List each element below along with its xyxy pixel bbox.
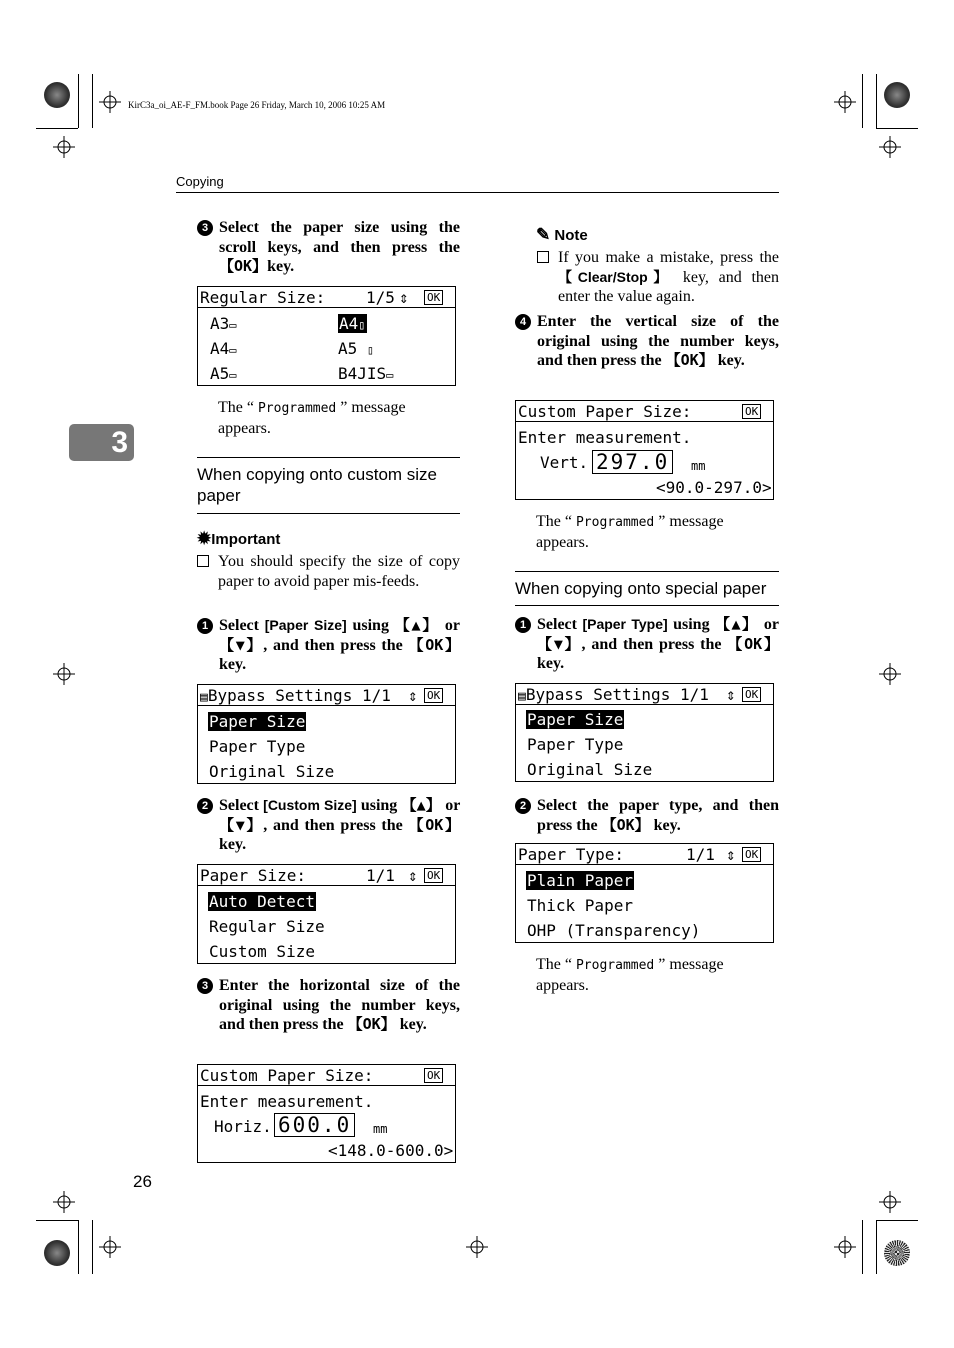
menu-item-auto-detect: Auto Detect — [209, 892, 315, 911]
registration-mark-icon — [466, 1236, 488, 1258]
scroll-arrows-icon: ⇕ — [408, 686, 418, 705]
menu-item-regular-size: Regular Size — [209, 917, 325, 936]
lcd-title: Custom Paper Size: — [518, 402, 692, 421]
menu-item-paper-size: Paper Size — [209, 712, 306, 731]
menu-item-thick-paper: Thick Paper — [527, 896, 633, 915]
lcd-unit: mm — [373, 1122, 388, 1136]
registration-mark-icon — [879, 136, 901, 158]
programmed-message: The “ Programmed ” message appears. — [218, 399, 406, 437]
registration-mark-icon — [834, 1236, 856, 1258]
subhead-rule-bottom — [197, 513, 460, 514]
header-rule — [176, 192, 779, 193]
note-text: If you make a mistake, press the 【Clear/Stop】 key, and then enter the value again. — [537, 248, 779, 307]
subhead-rule-top — [197, 457, 460, 458]
lcd-title: Custom Paper Size: — [200, 1066, 374, 1085]
lcd-bypass-settings — [197, 684, 456, 784]
lcd-value-field: 297.0 — [592, 450, 673, 474]
subhead-special-paper: When copying onto special paper — [515, 579, 767, 598]
menu-item-ohp: OHP (Transparency) — [527, 921, 701, 940]
subhead-custom-size: When copying onto custom size paper — [197, 465, 438, 505]
color-disc-icon — [884, 1240, 910, 1266]
size-a5-portrait: A5 ▯ — [338, 339, 375, 358]
menu-icon: ▤ — [518, 689, 526, 704]
menu-item-paper-type: Paper Type — [209, 737, 306, 756]
section-label: Copying — [176, 174, 224, 189]
lcd-instruction: Enter measurement. — [200, 1092, 374, 1111]
lcd-custom-vert — [515, 400, 774, 500]
menu-item-paper-type: Paper Type — [527, 735, 624, 754]
registration-mark-icon — [879, 663, 901, 685]
size-a5: A5▭ — [210, 364, 237, 383]
pencil-icon: ✎ — [536, 225, 551, 244]
scroll-arrows-icon: ⇕ — [726, 685, 736, 704]
lcd-instruction: Enter measurement. — [518, 428, 692, 447]
programmed-message: The “ Programmed ” message appears. — [536, 956, 724, 994]
registration-mark-icon — [99, 1236, 121, 1258]
lcd-page: 1/5 — [366, 288, 395, 307]
color-disc-icon — [884, 82, 910, 108]
registration-mark-icon — [53, 1191, 75, 1213]
size-a4-portrait: A4▯ — [339, 314, 366, 333]
size-a4: A4▭ — [210, 339, 237, 358]
lcd-value-field: 600.0 — [274, 1113, 355, 1137]
lcd-paper-type — [515, 843, 774, 943]
size-b4jis: B4JIS▭ — [338, 364, 394, 383]
lcd-title: ▤Bypass Settings 1/1 — [200, 686, 391, 705]
step-enter-horizontal: 3 Enter the horizontal size of the original using the number keys, and then press the 【OK】 key. — [197, 976, 460, 1035]
lcd-unit: mm — [691, 459, 706, 473]
scroll-arrows-icon: ⇕ — [399, 288, 409, 307]
subhead-rule-bottom — [515, 605, 779, 606]
lcd-range: <148.0-600.0> — [328, 1141, 454, 1160]
step-select-paper-type-menu: 1 Select [Paper Type] using 【▲】 or 【▼】, and then press the 【OK】 key. — [515, 615, 779, 674]
registration-mark-icon — [53, 136, 75, 158]
menu-item-original-size: Original Size — [209, 762, 335, 781]
lcd-custom-horiz — [197, 1064, 456, 1163]
ok-key-icon: OK — [424, 290, 443, 305]
step-select-paper-type: 2 Select the paper type, and then press the 【OK】 key. — [515, 796, 779, 835]
lcd-title: Paper Size: — [200, 866, 306, 885]
ok-key-icon: OK — [742, 687, 761, 702]
step-enter-vertical: 4 Enter the vertical size of the original using the number keys, and then press the 【OK】 key. — [515, 312, 779, 371]
ok-key-icon: OK — [424, 688, 443, 703]
lcd-bypass-settings — [515, 683, 774, 782]
lcd-title: Regular Size: — [200, 288, 326, 307]
menu-item-paper-size: Paper Size — [527, 710, 624, 729]
important-gear-icon: ✹ — [197, 529, 212, 548]
registration-mark-icon — [879, 1191, 901, 1213]
scroll-arrows-icon: ⇕ — [408, 866, 418, 885]
subhead-rule-top — [515, 571, 779, 572]
step-select-paper-size-menu: 1 Select [Paper Size] using 【▲】 or 【▼】, and then press the 【OK】 key. — [197, 616, 460, 675]
scroll-arrows-icon: ⇕ — [726, 845, 736, 864]
step-select-custom-size: 2 Select [Custom Size] using 【▲】 or 【▼】, and then press the 【OK】 key. — [197, 796, 460, 855]
important-text: You should specify the size of copy paper to avoid paper mis-feeds. — [197, 552, 460, 591]
lcd-title: ▤Bypass Settings 1/1 — [518, 685, 709, 704]
lcd-regular-size — [197, 286, 456, 386]
checkbox-bullet-icon — [197, 555, 209, 567]
lcd-page: 1/1 — [686, 845, 715, 864]
ok-key-icon: OK — [424, 1068, 443, 1083]
menu-item-custom-size: Custom Size — [209, 942, 315, 961]
checkbox-bullet-icon — [537, 251, 549, 263]
programmed-message: The “ Programmed ” message appears. — [536, 513, 724, 551]
file-info: KirC3a_oi_AE-F_FM.book Page 26 Friday, March 10, 2006 10:25 AM — [128, 100, 386, 110]
color-disc-icon — [44, 1240, 70, 1266]
lcd-range: <90.0-297.0> — [656, 478, 772, 497]
chapter-tab: 3 — [69, 424, 134, 461]
registration-mark-icon — [834, 91, 856, 113]
menu-item-plain-paper: Plain Paper — [527, 871, 633, 890]
menu-item-original-size: Original Size — [527, 760, 653, 779]
step-select-paper-size: 3 Select the paper size using the scroll keys, and then press the 【OK】key. — [197, 218, 460, 277]
lcd-dimension-label: Horiz. — [214, 1117, 272, 1136]
menu-icon: ▤ — [200, 690, 208, 705]
size-a3: A3▭ — [210, 314, 237, 333]
ok-key-icon: OK — [424, 868, 443, 883]
registration-mark-icon — [53, 663, 75, 685]
ok-key-icon: OK — [742, 847, 761, 862]
color-disc-icon — [44, 82, 70, 108]
lcd-dimension-label: Vert. — [540, 453, 589, 472]
ok-key-icon: OK — [742, 404, 761, 419]
note-heading: ✎ Note — [536, 225, 588, 244]
page-number: 26 — [133, 1172, 152, 1191]
lcd-title: Paper Type: — [518, 845, 624, 864]
lcd-paper-size — [197, 864, 456, 964]
registration-mark-icon — [99, 91, 121, 113]
important-heading: ✹Important — [197, 529, 281, 548]
lcd-page: 1/1 — [366, 866, 395, 885]
